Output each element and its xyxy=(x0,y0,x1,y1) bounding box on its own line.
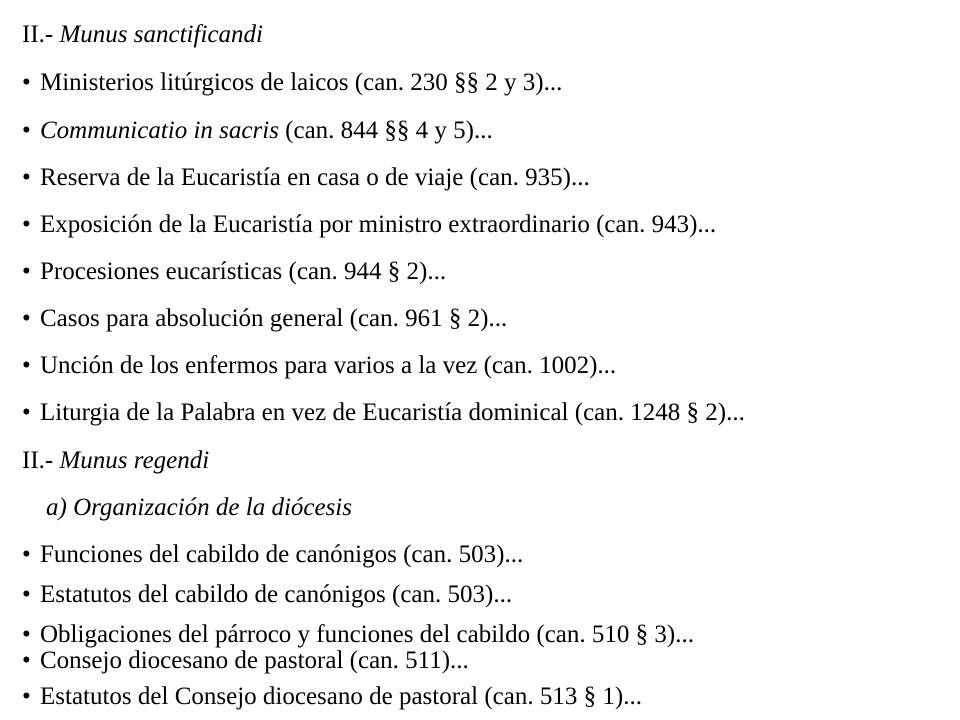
list-item-text: Exposición de la Eucaristía por ministro extraordinario (can. 943)... xyxy=(40,211,717,238)
bullet: • xyxy=(22,211,31,238)
list-item xyxy=(22,212,716,237)
list-item xyxy=(22,648,469,673)
list-item xyxy=(22,622,694,647)
list-item-text: Reserva de la Eucaristía en casa o de viaje (can. 935)... xyxy=(40,164,590,191)
section-title: Munus sanctificandi xyxy=(59,21,263,48)
bullet: • xyxy=(22,305,31,332)
list-item-text: Liturgia de la Palabra en vez de Eucaristía dominical (can. 1248 § 2)... xyxy=(40,399,745,426)
list-item xyxy=(22,542,523,567)
bullet: • xyxy=(22,581,31,608)
list-item-text: (can. 844 §§ 4 y 5)... xyxy=(278,117,493,144)
section-title: Munus regendi xyxy=(59,447,210,474)
section-prefix: II.- xyxy=(22,21,60,48)
list-item-text: Unción de los enfermos para varios a la vez (can. 1002)... xyxy=(40,352,617,379)
bullet: • xyxy=(22,69,31,96)
list-item xyxy=(22,400,745,425)
list-item xyxy=(22,165,590,190)
list-item xyxy=(22,259,446,284)
list-item-text: Obligaciones del párroco y funciones del cabildo (can. 510 § 3)... xyxy=(40,621,694,648)
bullet: • xyxy=(22,683,31,710)
list-item-text: Casos para absolución general (can. 961 § 2)... xyxy=(40,305,508,332)
list-item xyxy=(22,306,507,331)
bullet: • xyxy=(22,258,31,285)
subsection-heading xyxy=(46,495,352,520)
list-item-italic-text: Communicatio in sacris xyxy=(40,117,279,144)
list-item-text: Procesiones eucarísticas (can. 944 § 2)... xyxy=(40,258,447,285)
list-item xyxy=(22,118,493,143)
list-item-text: Funciones del cabildo de canónigos (can. 503)... xyxy=(40,541,524,568)
bullet: • xyxy=(22,541,31,568)
bullet: • xyxy=(22,117,31,144)
list-item-text: Estatutos del cabildo de canónigos (can. 503)... xyxy=(40,581,513,608)
subsection-title: a) Organización de la diócesis xyxy=(46,494,352,521)
list-item xyxy=(22,353,616,378)
bullet: • xyxy=(22,621,31,648)
section-heading-sanctificandi xyxy=(22,22,263,47)
section-heading-regendi xyxy=(22,448,209,473)
list-item xyxy=(22,70,562,95)
bullet: • xyxy=(22,647,31,674)
bullet: • xyxy=(22,399,31,426)
section-prefix: II.- xyxy=(22,447,60,474)
bullet: • xyxy=(22,164,31,191)
list-item-text: Ministerios litúrgicos de laicos (can. 230 §§ 2 y 3)... xyxy=(40,69,563,96)
list-item xyxy=(22,582,512,607)
list-item-text: Estatutos del Consejo diocesano de pastoral (can. 513 § 1)... xyxy=(40,683,642,710)
bullet: • xyxy=(22,352,31,379)
list-item-text: Consejo diocesano de pastoral (can. 511)... xyxy=(40,647,469,674)
list-item xyxy=(22,684,642,709)
